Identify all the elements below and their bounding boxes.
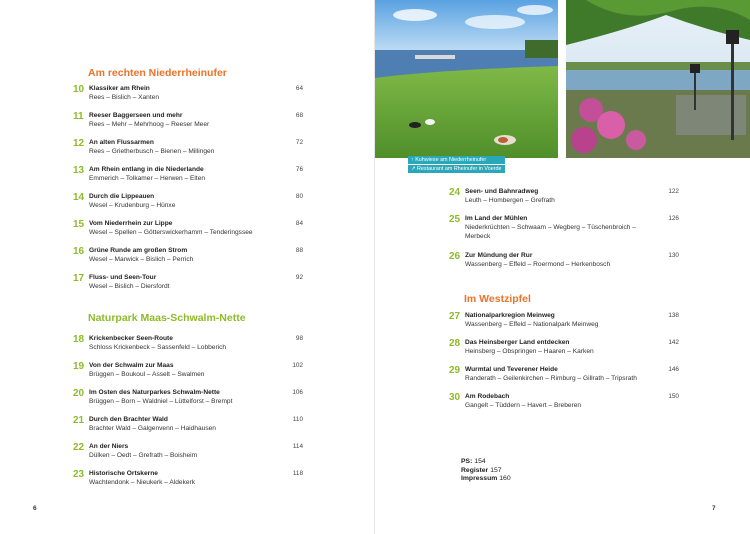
tour-route: Brachter Wald – Galgenvenn – Haidhausen [89, 425, 216, 432]
tour-route: Leuth – Hombergen – Grefrath [465, 197, 555, 204]
appendix-label: Impressum [461, 475, 498, 482]
tour-number: 18 [73, 334, 85, 345]
photo-kuhwiese [375, 0, 558, 158]
page-number: 76 [295, 166, 303, 173]
tour-number: 22 [73, 442, 85, 453]
tour-route: Brüggen – Born – Waldniel – Lüttelforst – Brempt [89, 398, 233, 405]
tour-route: Dülken – Oedt – Grefrath – Boisheim [89, 452, 198, 459]
tour-number: 16 [73, 246, 85, 257]
page-number: 118 [292, 470, 303, 477]
tour-route: Wassenberg – Effeld – Nationalpark Meinweg [465, 321, 599, 328]
tour-number: 28 [449, 338, 461, 349]
appendix-page: 157 [490, 466, 502, 474]
page-number: 72 [295, 139, 303, 146]
tour-number: 17 [73, 273, 85, 284]
tour-number: 29 [449, 365, 461, 376]
tour-title: Das Heinsberger Land entdecken [465, 339, 570, 346]
tour-title: An alten Flussarmen [89, 139, 154, 146]
page-number: 88 [295, 247, 303, 254]
page-number: 84 [295, 220, 303, 227]
appendix-label: Register [461, 466, 489, 474]
photo-caption-1: ↑ Kuhwiese am Niederrheinufer [408, 156, 505, 164]
tour-number: 20 [73, 388, 85, 399]
tour-number: 24 [449, 187, 461, 198]
appendix-register[interactable] [461, 467, 511, 474]
tour-route: Brüggen – Boukoul – Asselt – Swalmen [89, 371, 205, 378]
tour-route: Randerath – Geilenkirchen – Rimburg – Gillrath – Tripsrath [465, 375, 637, 382]
tour-number: 26 [449, 251, 461, 262]
photo-captions [408, 156, 505, 174]
tour-route: Wesel – Spellen – Götterswickerhamm – Tenderingssee [89, 229, 253, 236]
tour-number: 10 [73, 84, 85, 95]
page-number: 114 [292, 443, 303, 450]
tour-title: Reeser Baggerseen und mehr [89, 112, 183, 119]
tour-title: Klassiker am Rhein [89, 85, 150, 92]
page-number: 110 [292, 416, 303, 423]
appendix-label: PS: [461, 458, 473, 465]
appendix-page: 154 [474, 458, 486, 465]
right-page [375, 0, 750, 534]
tour-title: Im Land der Mühlen [465, 215, 528, 222]
page-number: 80 [295, 193, 303, 200]
tour-title: Von der Schwalm zur Maas [89, 362, 174, 369]
page-number: 68 [295, 112, 303, 119]
tour-number: 19 [73, 361, 85, 372]
tour-title: Seen- und Bahnradweg [465, 188, 539, 195]
page-folio-left: 6 [33, 505, 37, 512]
section-title-im-westzipfel: Im Westzipfel [464, 293, 531, 305]
page-number: 138 [668, 312, 679, 319]
appendix-list [461, 458, 511, 484]
tour-number: 27 [449, 311, 461, 322]
page-number: 106 [292, 389, 303, 396]
tour-number: 30 [449, 392, 461, 403]
tour-number: 23 [73, 469, 85, 480]
page-number: 64 [295, 85, 303, 92]
tour-route: Wesel – Krudenburg – Hünxe [89, 202, 176, 209]
tour-title: Nationalparkregion Meinweg [465, 312, 555, 319]
page-number: 126 [668, 215, 679, 222]
tour-title: Krickenbecker Seen-Route [89, 335, 173, 342]
appendix-ps[interactable] [461, 458, 511, 465]
tour-route: Wassenberg – Effeld – Roermond – Herkenbosch [465, 261, 611, 268]
tour-route: Wesel – Bislich – Diersfordt [89, 283, 170, 290]
tour-title: Durch den Brachter Wald [89, 416, 168, 423]
tour-route: Rees – Mehr – Mehrhoog – Reeser Meer [89, 121, 210, 128]
tour-number: 14 [73, 192, 85, 203]
page-number: 92 [295, 274, 303, 281]
tour-route: Schloss Krickenbeck – Sassenfeld – Lobberich [89, 344, 227, 351]
photo-restaurant-voerde [566, 0, 750, 158]
tour-title: Am Rhein entlang in die Niederlande [89, 166, 204, 173]
page-folio-right: 7 [712, 505, 716, 512]
tour-number: 25 [449, 214, 461, 225]
section-title-naturpark-maas-schwalm-nette: Naturpark Maas-Schwalm-Nette [88, 312, 246, 324]
tour-number: 12 [73, 138, 85, 149]
page-number: 122 [668, 188, 679, 195]
section-title-rechtes-niederrheinufer: Am rechten Niederrheinufer [88, 67, 227, 79]
page-number: 130 [668, 252, 679, 259]
tour-route: Heinsberg – Obspringen – Haaren – Karken [465, 348, 594, 355]
tour-route: Emmerich – Tolkamer – Herwen – Elten [89, 175, 206, 182]
tour-route-continued: Merbeck [465, 233, 491, 240]
page-number: 98 [295, 335, 303, 342]
tour-title: An der Niers [89, 443, 129, 450]
appendix-page: 160 [499, 475, 511, 482]
tour-title: Zur Mündung der Rur [465, 252, 533, 259]
tour-title: Im Osten des Naturparkes Schwalm-Nette [89, 389, 220, 396]
tour-title: Wurmtal und Teverener Heide [465, 366, 558, 373]
tour-route: Wesel – Marwick – Bislich – Perrich [89, 256, 194, 263]
tour-number: 13 [73, 165, 85, 176]
tour-route: Rees – Bislich – Xanten [89, 94, 160, 101]
page-number: 102 [292, 362, 303, 369]
tour-number: 21 [73, 415, 85, 426]
tour-title: Vom Niederrhein zur Lippe [89, 220, 173, 227]
page-number: 150 [668, 393, 679, 400]
tour-route: Wachtendonk – Nieukerk – Aldekerk [89, 479, 196, 486]
tour-route: Niederkrüchten – Schwaam – Wegberg – Tüschenbroich – [465, 224, 636, 231]
tour-route: Rees – Grietherbusch – Bienen – Millingen [89, 148, 215, 155]
tour-title: Historische Ortskerne [89, 470, 158, 477]
page-number: 146 [668, 366, 679, 373]
tour-title: Grüne Runde am großen Strom [89, 247, 188, 254]
appendix-impressum[interactable] [461, 475, 511, 482]
photo-restaurant-graphic [566, 0, 750, 158]
tour-number: 11 [73, 111, 84, 122]
tour-title: Fluss- und Seen-Tour [89, 274, 157, 281]
tour-title: Am Rodebach [465, 393, 510, 400]
tour-route: Gangelt – Tüddern – Havert – Breberen [465, 402, 582, 409]
photo-kuhwiese-graphic [375, 0, 558, 158]
photo-caption-2: ↗ Restaurant am Rheinufer in Voerde [408, 165, 505, 173]
tour-title: Durch die Lippeauen [89, 193, 155, 200]
page-number: 142 [668, 339, 679, 346]
tour-number: 15 [73, 219, 85, 230]
